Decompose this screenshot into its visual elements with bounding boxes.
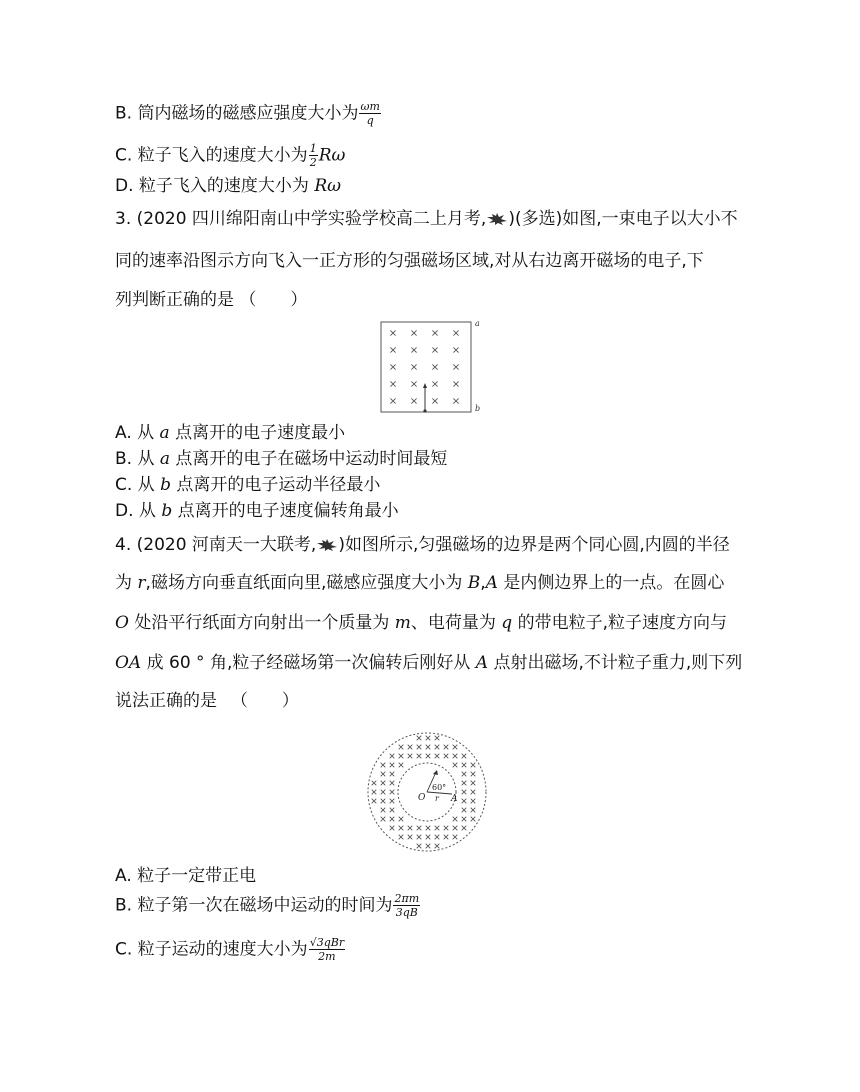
radius-line <box>427 792 452 794</box>
question-4-stem-line2: 为 r,磁场方向垂直纸面向里,磁感应强度大小为 B,A 是内侧边界上的一点。在圆心 <box>115 573 725 593</box>
point-a-label: A <box>451 794 458 804</box>
angle-label: 60° <box>432 783 447 792</box>
question-4-stem-line5: 说法正确的是 （ ） <box>115 691 299 711</box>
arrow-head <box>423 383 427 388</box>
difficulty-star-icon <box>486 212 508 226</box>
option-b-prev: B. 筒内磁场的磁感应强度大小为 $\frac{\omega m}{q}$ <box>115 100 380 127</box>
question-4-option-a: A. 粒子一定带正电 <box>115 866 257 886</box>
label-b: b <box>475 404 481 413</box>
concentric-field-figure <box>362 730 492 855</box>
difficulty-star-icon <box>316 538 338 552</box>
question-3-stem-line1: 3. (2020 四川绵阳南山中学实验学校高二上月考, )(多选)如图,一束电子以大小不 <box>115 209 738 229</box>
question-3-stem-line2: 同的速率沿图示方向飞入一正方形的匀强磁场区域,对从右边离开磁场的电子,下 <box>115 251 704 271</box>
option-d-prev: D. 粒子飞入的速度大小为 Rω <box>115 176 341 196</box>
question-4-option-c: C. 粒子运动的速度大小为 $\frac{\text{√3qBr}}{2m}$ <box>115 936 345 963</box>
question-4-stem-line4: OA 成 60 ° 角,粒子经磁场第一次偏转后刚好从 A 点射出磁场,不计粒子重力,则下列 <box>115 653 743 673</box>
center-label: O <box>418 793 426 803</box>
label-a: a <box>475 319 480 328</box>
field-crosses <box>372 736 476 849</box>
question-4-stem-line1: 4. (2020 河南天一大联考, )如图所示,匀强磁场的边界是两个同心圆,内圆的半径 <box>115 535 730 555</box>
entry-point <box>423 409 426 412</box>
question-3-option-d: D. 从 b 点离开的电子速度偏转角最小 <box>115 501 399 521</box>
option-c-prev: C. 粒子飞入的速度大小为 $\frac{1}{2}$ Rω <box>115 142 346 169</box>
question-4-option-b: B. 粒子第一次在磁场中运动的时间为 $\frac{2\pi m}{3qB}$ <box>115 892 420 919</box>
question-4-stem-line3: O 处沿平行纸面方向射出一个质量为 m、电荷量为 q 的带电粒子,粒子速度方向与 <box>115 613 727 633</box>
fraction-one-half: $\frac{1}{2}$ <box>309 142 317 169</box>
question-3-option-b: B. 从 a 点离开的电子在磁场中运动时间最短 <box>115 449 448 469</box>
question-3-option-c: C. 从 b 点离开的电子运动半径最小 <box>115 475 381 495</box>
question-3-stem-line3: 列判断正确的是 （ ） <box>115 290 308 310</box>
radius-label: r <box>435 794 439 803</box>
fraction-velocity: $\frac{\text{√3qBr}}{2m}$ <box>309 936 345 963</box>
square-field-figure <box>376 316 486 416</box>
arrow-head <box>433 770 438 775</box>
fraction-omega-m-over-q: $\frac{\omega m}{q}$ <box>360 100 380 127</box>
question-3-option-a: A. 从 a 点离开的电子速度最小 <box>115 423 346 443</box>
fraction-2pim-over-3qB: $\frac{2\pi m}{3qB}$ <box>394 892 420 919</box>
